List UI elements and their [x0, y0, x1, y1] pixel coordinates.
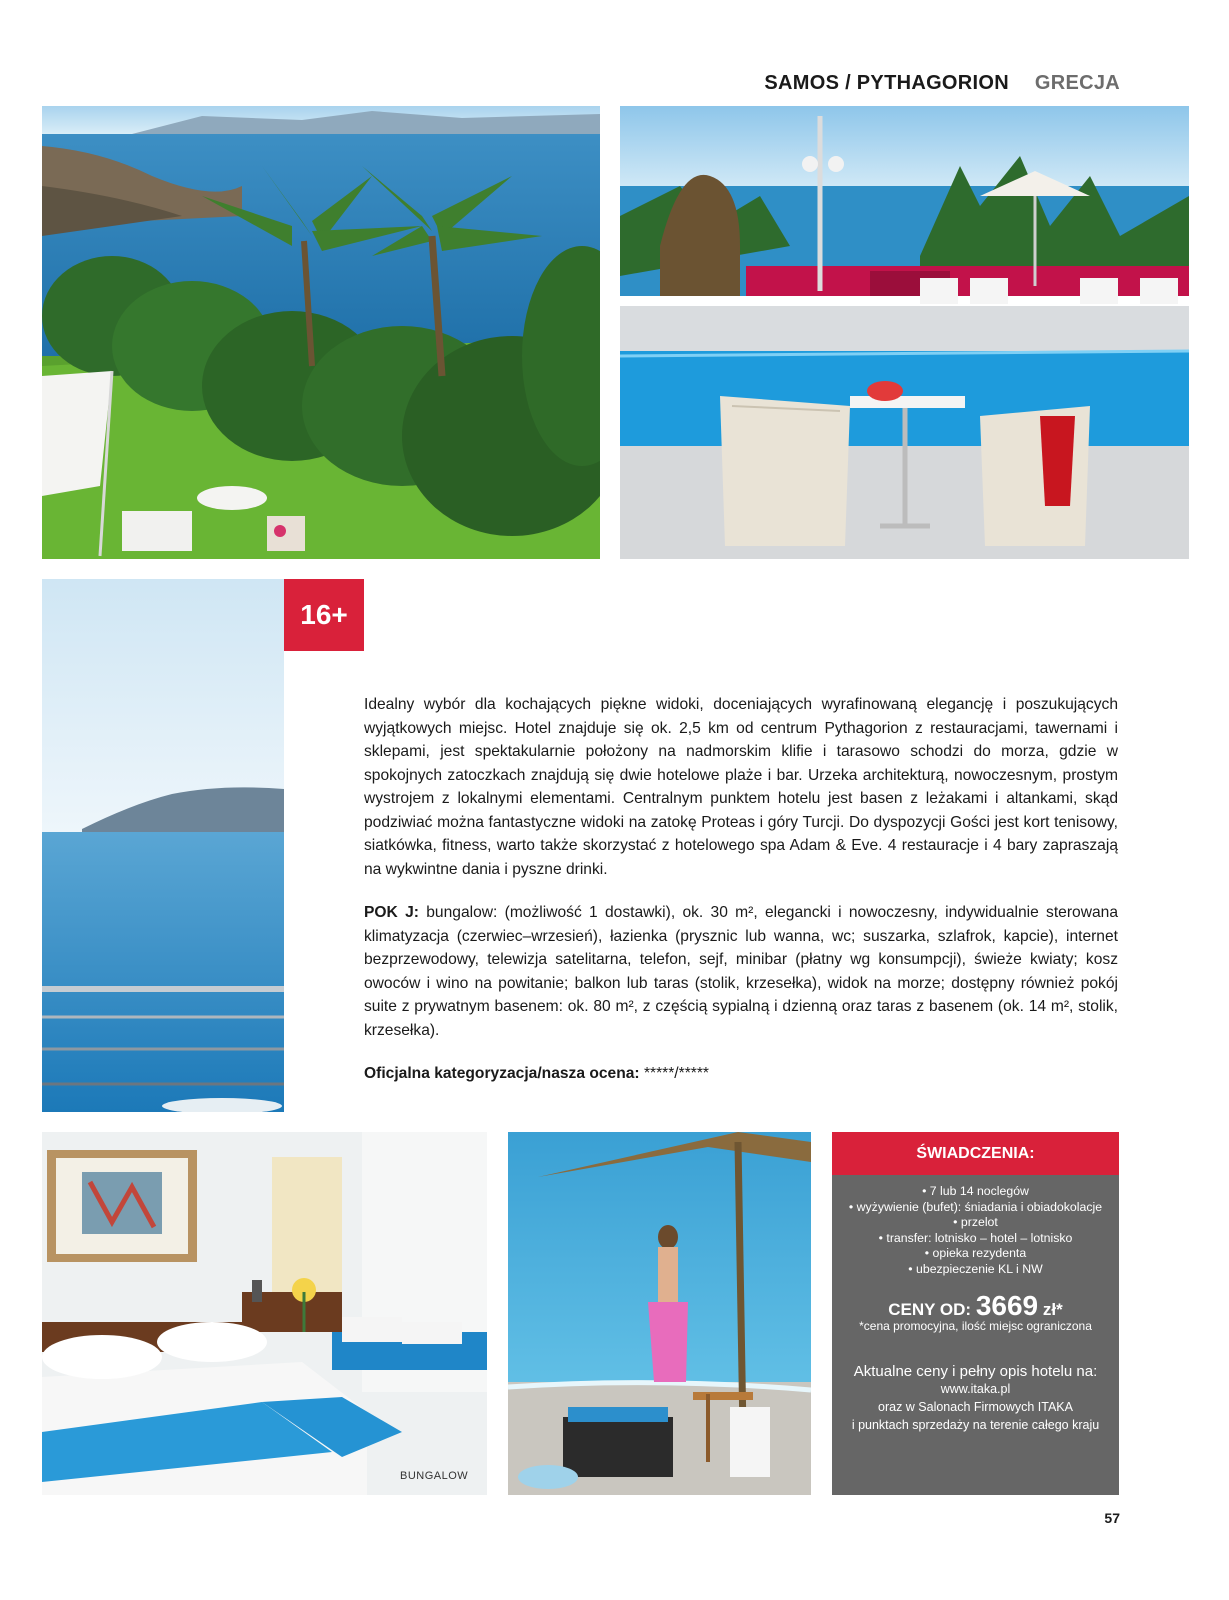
benefits-title: ŚWIADCZENIA: [832, 1132, 1119, 1175]
room-text: bungalow: (możliwość 1 dostawki), ok. 30 m², elegancki i nowoczesny, indywidualnie sterowana klimatyzacja (czerwiec–wrzesień), łazienka (prysznic lub wanna, wc; suszarka, szlafrok, kapcie), internet bezprzewodowy, telewizja satelitarna, telefon, sejf, minibar (płatny wg konsumpcji), świeże kwiaty; kosz owoców i wino na powitanie; balkon lub taras (stolik, krzesełka), widok na morze; dostępny również pokój suite z prywatnym basenem: ok. 80 m², z częścią sypialną i dzienną oraz taras z basenem (ok. 14 m², stolik, krzesełka). [364, 904, 1119, 1039]
photo-caption: BUNGALOW [400, 1470, 469, 1482]
info-website[interactable]: www.itaka.pl [940, 1381, 1011, 1396]
rating-label: Oficjalna kategoryzacja/nasza ocena: [364, 1065, 640, 1082]
info-line: i punktach sprzedaży na terenie całego kraju [851, 1417, 1100, 1432]
rating-line [364, 1062, 1118, 1086]
info-line: oraz w Salonach Firmowych ITAKA [878, 1399, 1073, 1414]
price-value: 3669 [975, 1289, 1039, 1321]
description-paragraph: Idealny wybór dla kochających piękne widoki, doceniających wyrafinowaną elegancję i poszukujących wyjątkowych miejsc. Hotel znajduje się ok. 2,5 km od centrum Pythagorion z restauracjami, tawernami i sklepami, jest spektakularnie położony na nadmorskim klifie i tarasowo schodzi do morza, gdzie w spokojnych zatoczkach znajdują się dwie hotelowe plaże i bar. Urzeka architekturą, nowoczesnym, prostym wystrojem z lokalnymi elementami. Centralnym punktem hotelu jest basen z leżakami i altankami, skąd podziwiać można fantastyczne widoki na zatokę Proteas i góry Turcji. Do dyspozycji Gości jest kort tenisowy, siatkówka, fitness, warto także skorzystać z hotelowego spa Adam & Eve. 4 restauracje i 4 bary zapraszają na wykwintne dania i pyszne drinki. [364, 696, 1118, 878]
destination-country: GRECJA [1034, 72, 1120, 94]
room-description [364, 901, 1118, 1042]
rating-value: *****/***** [643, 1065, 709, 1082]
benefit-item: • opieka rezydenta [832, 1246, 1119, 1262]
room-label: POK J: [364, 904, 419, 921]
benefit-item: • wyżywienie (bufet): śniadania i obiadokolacje [832, 1200, 1119, 1216]
info-title: Aktualne ceny i pełny opis hotelu na: [853, 1362, 1098, 1380]
benefit-item: • przelot [832, 1215, 1119, 1231]
photo-pool-terrace [620, 106, 1189, 559]
page-number: 57 [1104, 1510, 1120, 1526]
hotel-description [364, 693, 1118, 1106]
photo-garden-sea [42, 106, 600, 559]
benefits-list [832, 1175, 1119, 1278]
price-label: CENY OD: [888, 1299, 972, 1319]
age-restriction-badge: 16+ [284, 579, 364, 651]
benefits-box [832, 1132, 1119, 1495]
destination-location: SAMOS / PYTHAGORION [764, 72, 1009, 94]
photo-sea-view [42, 579, 284, 1112]
page-header [700, 72, 1120, 95]
benefit-item: • transfer: lotnisko – hotel – lotnisko [832, 1231, 1119, 1247]
price-line [832, 1290, 1119, 1322]
price-note: *cena promocyjna, ilość miejsc ograniczona [859, 1318, 1092, 1333]
photo-bungalow-room [42, 1132, 487, 1495]
benefit-item: • 7 lub 14 noclegów [832, 1184, 1119, 1200]
price-currency: zł* [1042, 1299, 1063, 1319]
benefit-item: • ubezpieczenie KL i NW [832, 1262, 1119, 1278]
photo-beach-umbrella [508, 1132, 811, 1495]
